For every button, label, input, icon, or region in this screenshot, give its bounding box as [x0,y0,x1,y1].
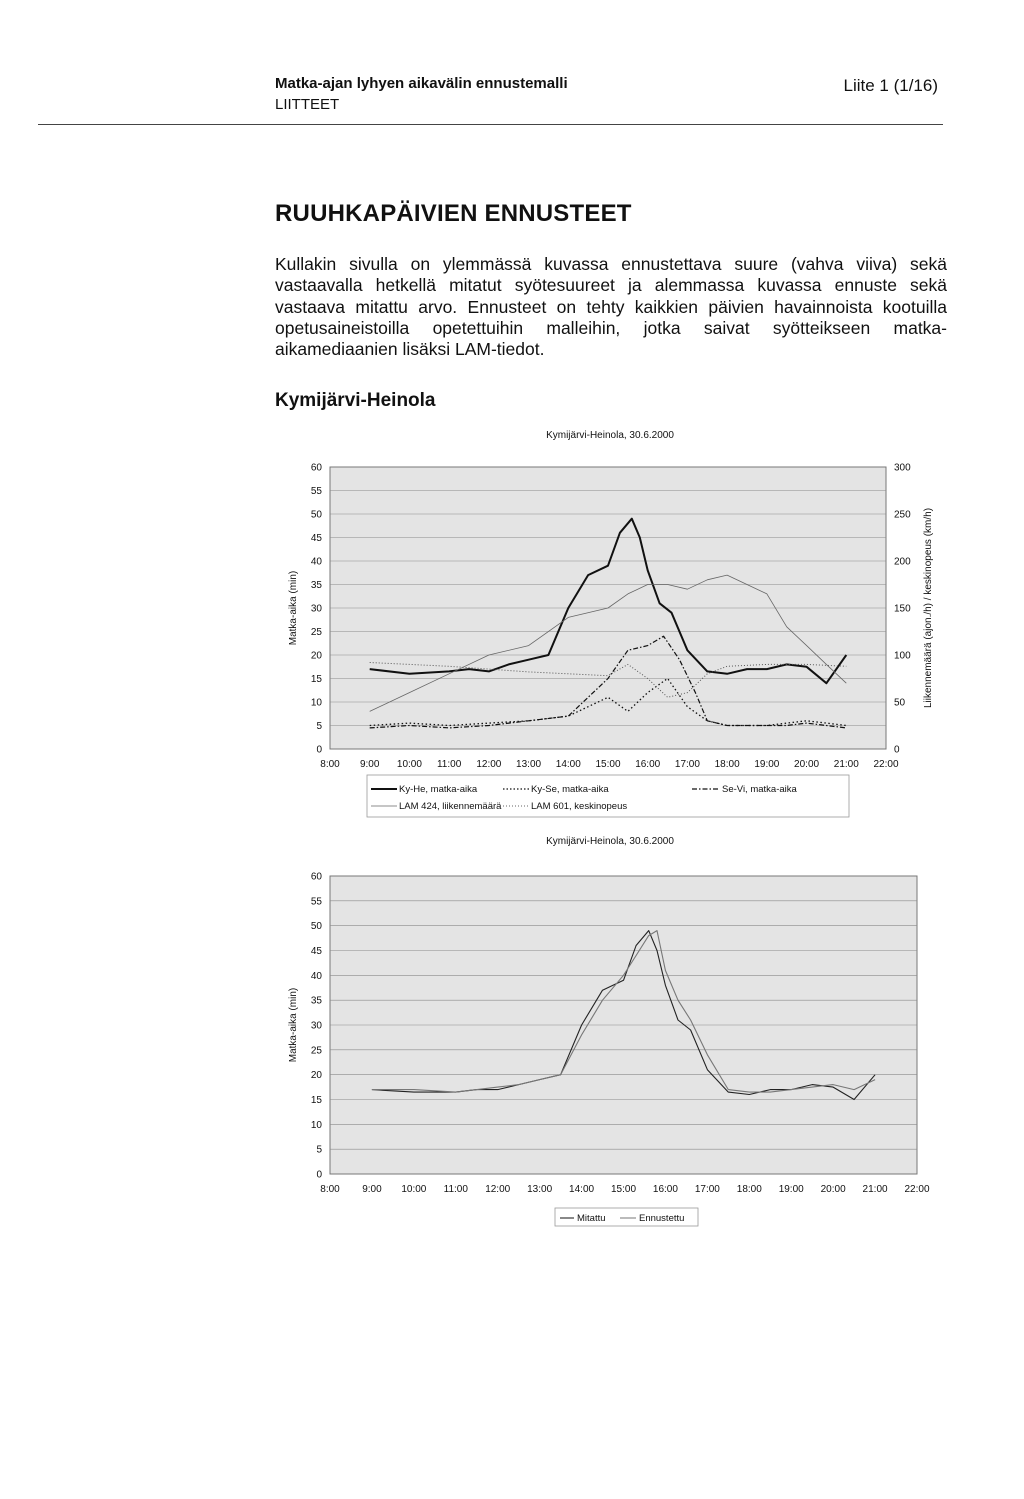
header-rule [38,124,943,125]
x-tick-label: 10:00 [401,1184,427,1195]
x-tick-label: 15:00 [610,1184,637,1195]
x-tick-label: 16:00 [635,759,661,770]
y-tick-label: 60 [310,871,322,883]
y-tick-label: 50 [310,921,322,933]
y2-tick-label: 200 [894,556,911,568]
chart-title: Kymijärvi-Heinola, 30.6.2000 [546,430,674,441]
y-tick-label: 40 [310,556,322,568]
legend-label: Ennustettu [639,1213,685,1224]
y-tick-label: 25 [310,1045,322,1057]
x-tick-label: 11:00 [436,759,462,770]
x-tick-label: 17:00 [674,759,700,770]
x-tick-label: 13:00 [527,1184,553,1195]
x-tick-label: 22:00 [873,759,899,770]
x-tick-label: 14:00 [555,759,581,770]
y-tick-label: 20 [310,1070,322,1082]
running-header [275,73,568,115]
chart-title: Kymijärvi-Heinola, 30.6.2000 [546,836,674,847]
y2-axis-title: Liikennemäärä (ajon./h) / keskinopeus (km/h) [923,507,934,709]
legend-label: LAM 424, liikennemäärä [399,801,502,812]
y2-tick-label: 150 [894,603,911,615]
x-tick-label: 15:00 [595,759,621,770]
y-tick-label: 5 [316,721,322,732]
legend-label: Se-Vi, matka-aika [722,784,797,795]
y2-tick-label: 50 [894,697,906,709]
y-tick-label: 20 [310,650,322,662]
y-tick-label: 10 [310,1119,322,1131]
y-tick-label: 30 [310,1020,322,1032]
x-tick-label: 9:00 [359,759,380,770]
x-tick-label: 22:00 [904,1184,930,1195]
x-tick-label: 17:00 [694,1184,720,1195]
x-tick-label: 14:00 [569,1184,595,1195]
x-tick-label: 20:00 [794,759,820,770]
forecast-chart [0,828,1024,1238]
x-tick-label: 9:00 [362,1184,382,1195]
section-label: LIITTEET [275,96,340,113]
x-tick-label: 12:00 [476,759,502,770]
y-tick-label: 10 [310,697,322,709]
y-tick-label: 5 [316,1144,322,1156]
y-tick-label: 35 [310,995,322,1007]
y-axis-title: Matka-aika (min) [288,987,299,1063]
legend [367,775,849,817]
y-tick-label: 0 [316,1169,322,1181]
y-axis-title: Matka-aika (min) [288,570,299,646]
legend [555,1208,698,1226]
intro-paragraph: Kullakin sivulla on ylemmässä kuvassa ennustettava suure (vahva viiva) sekä vastaavalla hetkellä mitatut syötesuureet ja alemmassa kuvassa ennuste sekä vastaava mitattu arvo. Ennusteet on tehty kaikkien päivien havainnoista kootuilla opetusaineistoilla opetettuihin malleihin, jotka saivat syötteikseen matka-aikamediaanien lisäksi LAM-tiedot. [275,254,947,360]
legend-label: Mitattu [577,1213,606,1224]
x-tick-label: 13:00 [516,759,542,770]
y-tick-label: 45 [310,533,322,544]
y-tick-label: 15 [310,674,322,685]
x-tick-label: 12:00 [485,1184,511,1195]
y-tick-label: 15 [310,1095,322,1106]
y-tick-label: 35 [310,580,322,591]
legend-label: LAM 601, keskinopeus [531,801,628,812]
page-reference: Liite 1 (1/16) [843,76,938,95]
x-tick-label: 21:00 [862,1184,888,1195]
y-tick-label: 50 [310,509,322,521]
x-tick-label: 21:00 [833,759,859,770]
x-tick-label: 16:00 [652,1184,678,1195]
x-tick-label: 8:00 [320,759,340,770]
y2-tick-label: 300 [894,462,911,474]
x-tick-label: 10:00 [396,759,422,770]
x-tick-label: 19:00 [754,759,780,770]
document-title: Matka-ajan lyhyen aikavälin ennustemalli [275,75,568,92]
x-tick-label: 8:00 [320,1184,340,1195]
page-title: RUUHKAPÄIVIEN ENNUSTEET [275,200,632,227]
legend-label: Ky-Se, matka-aika [531,784,609,795]
x-tick-label: 18:00 [714,759,740,770]
y-tick-label: 55 [310,486,322,497]
legend-label: Ky-He, matka-aika [399,784,478,795]
y-tick-label: 40 [310,970,322,982]
y-tick-label: 25 [310,627,322,638]
x-tick-label: 19:00 [778,1184,804,1195]
inputs-chart [0,420,1024,830]
y2-tick-label: 100 [894,650,911,662]
x-tick-label: 20:00 [820,1184,846,1195]
y-tick-label: 30 [310,603,322,615]
section-heading: Kymijärvi-Heinola [275,390,436,411]
y-tick-label: 0 [316,744,322,756]
y-tick-label: 60 [310,462,322,474]
x-tick-label: 11:00 [443,1184,468,1195]
y2-tick-label: 250 [894,509,911,521]
x-tick-label: 18:00 [736,1184,762,1195]
y-tick-label: 55 [310,896,322,908]
y2-tick-label: 0 [894,744,900,756]
y-tick-label: 45 [310,946,322,957]
